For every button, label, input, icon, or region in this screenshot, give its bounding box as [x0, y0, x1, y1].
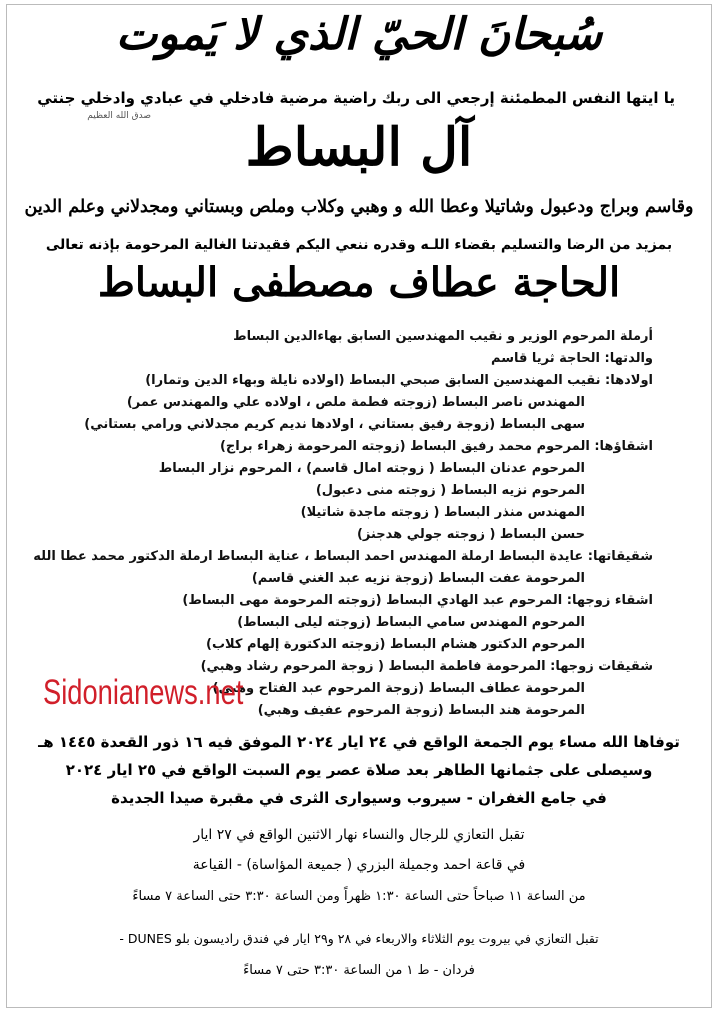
- quran-verse: يا ايتها النفس المطمئنة إرجعي الى ربك راضية مرضية فادخلي في عبادي وادخلي جنتي: [37, 89, 675, 107]
- relative-line: سهى البساط (زوجة رفيق بستاني ، اولادها نديم كريم مجدلاني ورامي بستاني): [84, 417, 585, 432]
- condolence-line: في قاعة احمد وجميلة البزري ( جميعة المؤاساة) - القياعة: [192, 857, 526, 873]
- funeral-prayer-line: وسيصلى على جثمانها الطاهر بعد صلاة عصر يوم السبت الواقع في ٢٥ ايار ٢٠٢٤: [65, 761, 653, 779]
- relative-line: اولادها: نقيب المهندسين السابق صبحي البساط (اولاده نايلة وبهاء الدين وتمارا): [145, 373, 653, 388]
- burial-location-line: في جامع الغفران - سيروب وسيوارى الثرى في مقبرة صيدا الجديدة: [111, 789, 607, 807]
- verse-source: صدق الله العظيم: [87, 111, 151, 121]
- relative-line: المرحوم نزيه البساط ( زوجته منى دعبول): [315, 483, 585, 498]
- relative-line: المرحومة عطاف البساط (زوجة المرحوم عبد الفتاح وهبي): [212, 681, 585, 696]
- relative-line: المهندس منذر البساط ( زوجته ماجدة شاتيلا): [300, 505, 585, 520]
- website-watermark: Sidonianews.net: [43, 673, 244, 712]
- relative-line: حسن البساط ( زوجته جولي هدجنز): [356, 527, 585, 542]
- relative-line: المرحوم المهندس سامي البساط (زوجته ليلى البساط): [237, 615, 585, 630]
- condolence-line: من الساعة ١١ صباحاً حتى الساعة ١:٣٠ ظهراً ومن الساعة ٣:٣٠ حتى الساعة ٧ مساءً: [132, 889, 586, 904]
- relative-line: اشقاؤها: المرحوم محمد رفيق البساط (زوجته المرحومة زهراء براج): [219, 439, 653, 454]
- family-name: آل البساط: [245, 117, 473, 178]
- relative-line: المرحومة هند البساط (زوجة المرحوم عفيف وهبي): [257, 703, 585, 718]
- relative-line: أرملة المرحوم الوزير و نقيب المهندسين السابق بهاءالدين البساط: [233, 329, 653, 344]
- condolence-line: تقبل التعازي للرجال والنساء نهار الاثنين الواقع في ٢٧ ايار: [193, 827, 525, 843]
- relative-line: شقيقات زوجها: المرحومة فاطمة البساط ( زوجة المرحوم رشاد وهبي): [200, 659, 653, 674]
- relative-line: المرحوم الدكتور هشام البساط (زوجته الدكتورة إلهام كلاب): [206, 637, 585, 652]
- announcement-intro: بمزيد من الرضا والتسليم بقضاء اللـه وقدره ننعي اليكم فقيدتنا الغالية المرحومة بإذنه تعالى: [45, 237, 673, 253]
- relative-line: شقيقاتها: عايدة البساط ارملة المهندس احمد البساط ، عناية البساط ارملة الدكتور محمد عطا الله: [33, 549, 653, 564]
- relative-line: المرحوم عدنان البساط ( زوجته امال قاسم) ، المرحوم نزار البساط: [158, 461, 585, 476]
- header-calligraphy: سُبحانَ الحيّ الذي لا يَموت: [115, 9, 603, 60]
- relative-line: والدتها: الحاجة ثريا قاسم: [491, 351, 653, 366]
- relative-line: المرحومة عفت البساط (زوجة نزيه عبد الغني قاسم): [251, 571, 585, 586]
- deceased-name: الحاجة عطاف مصطفى البساط: [97, 259, 621, 306]
- allied-families: وقاسم وبراج ودعبول وشاتيلا وعطا الله و وهبي وكلاب وملص وبستاني ومجدلاني وعلم الدين: [24, 197, 694, 217]
- death-announcement-line: توفاها الله مساء يوم الجمعة الواقع في ٢٤ ايار ٢٠٢٤ الموفق فيه ١٦ ذور القعدة ١٤٤٥ هـ: [38, 733, 680, 751]
- relative-line: اشقاء زوجها: المرحوم عبد الهادي البساط (زوجته المرحومة مهى البساط): [182, 593, 653, 608]
- relative-line: المهندس ناصر البساط (زوجته فطمة ملص ، اولاده علي والمهندس عمر): [126, 395, 585, 410]
- condolence-line: فردان - ط ١ من الساعة ٣:٣٠ حتى ٧ مساءً: [243, 963, 475, 978]
- condolence-line: تقبل التعازي في بيروت يوم الثلاثاء والاربعاء في ٢٨ و٢٩ ايار في فندق راديسون بلو DUNES -: [119, 931, 599, 946]
- obituary-sheet: [6, 4, 712, 1008]
